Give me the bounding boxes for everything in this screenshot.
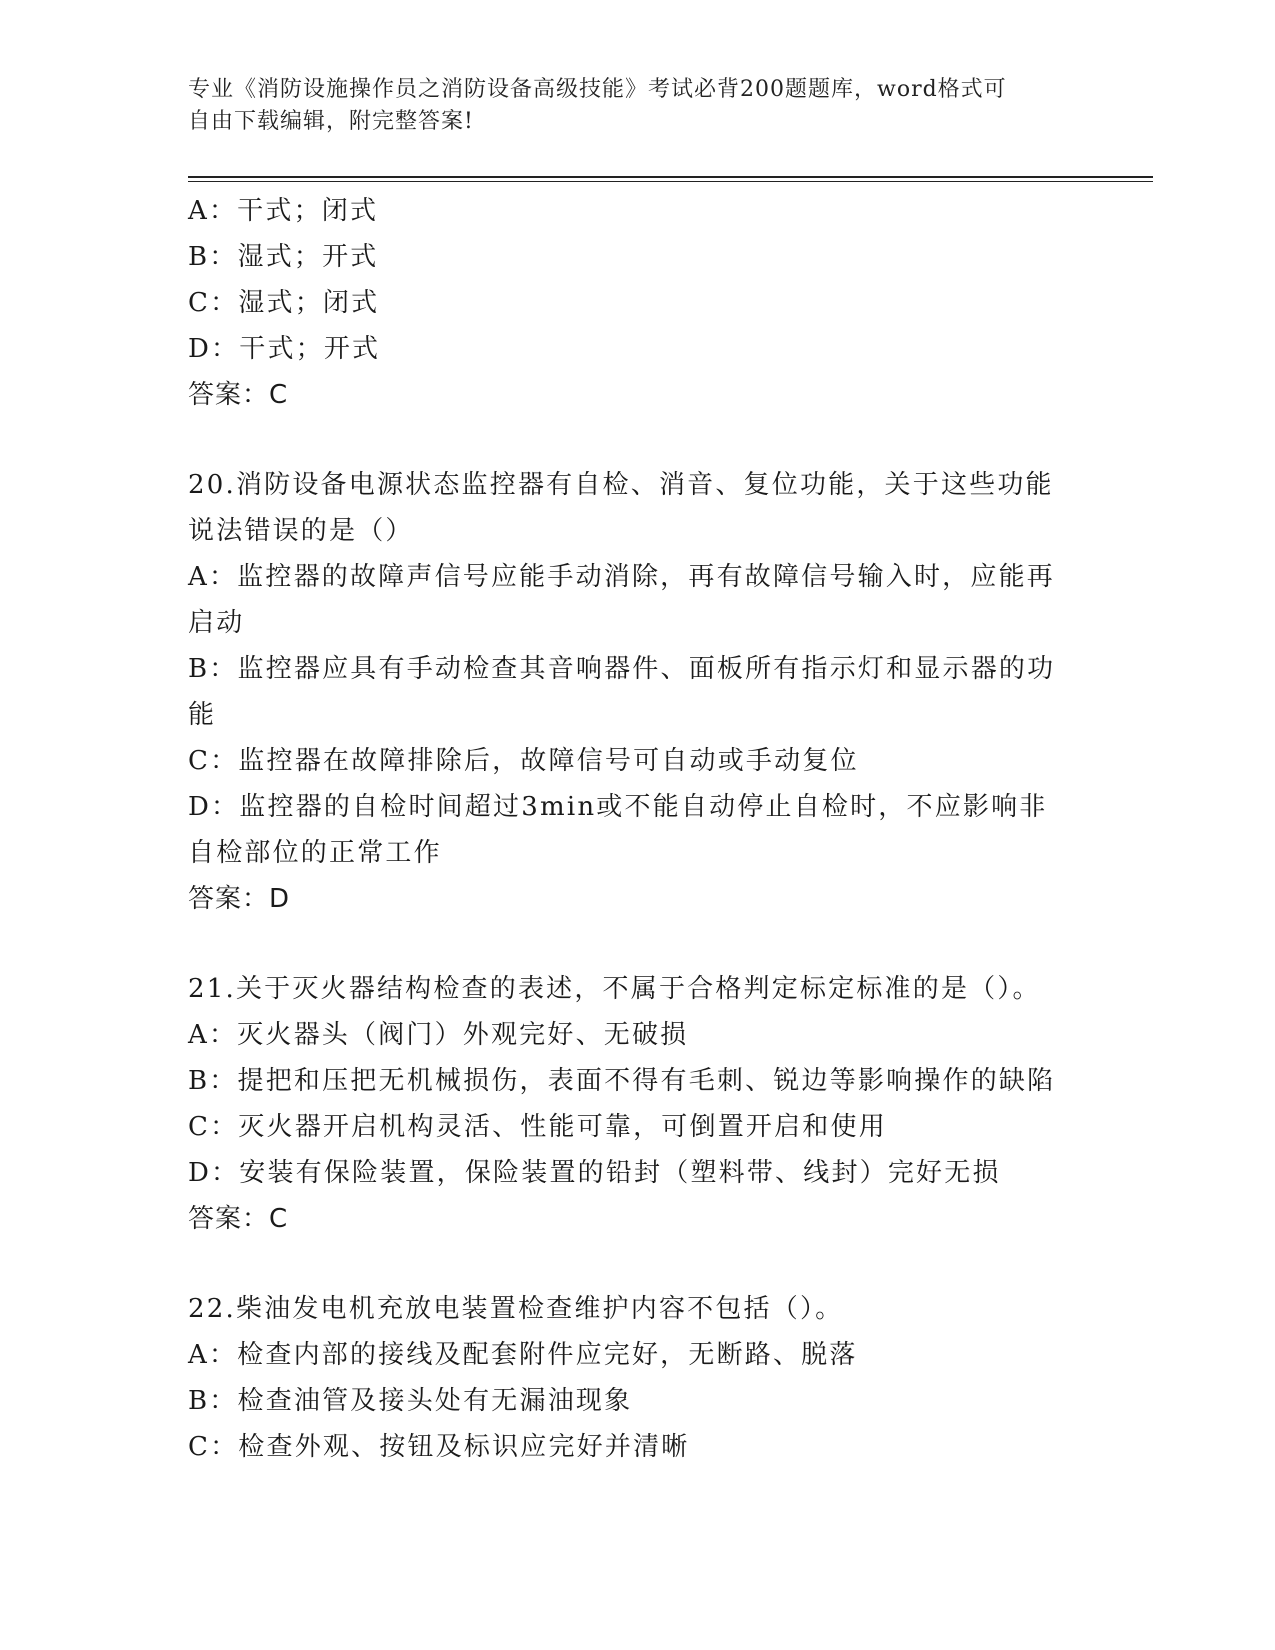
option-b-continued: 能 <box>188 700 217 730</box>
option-c: C：监控器在故障排除后，故障信号可自动或手动复位 <box>188 746 859 776</box>
option-b: B：提把和压把无机械损伤，表面不得有毛刺、锐边等影响操作的缺陷 <box>188 1066 1056 1096</box>
option-d: D：安装有保险装置，保险装置的铅封（塑料带、线封）完好无损 <box>188 1158 1001 1188</box>
answer-line: 答案：C <box>188 1204 289 1234</box>
question-20 <box>188 462 1078 922</box>
option-d-continued: 自检部位的正常工作 <box>188 838 442 868</box>
option-b: B：湿式；开式 <box>188 242 379 272</box>
option-a: A：检查内部的接线及配套附件应完好，无断路、脱落 <box>188 1340 858 1370</box>
option-b: B：监控器应具有手动检查其音响器件、面板所有指示灯和显示器的功 <box>188 654 1056 684</box>
question-content <box>188 188 1078 1470</box>
header-divider-thin <box>188 181 1153 182</box>
header-line-1: 专业《消防设施操作员之消防设备高级技能》考试必背200题题库，word格式可 <box>188 77 1007 102</box>
option-d: D：干式；开式 <box>188 334 381 364</box>
answer-line: 答案：D <box>188 884 291 914</box>
question-stem: 22.柴油发电机充放电装置检查维护内容不包括（）。 <box>188 1294 844 1324</box>
option-a: A：监控器的故障声信号应能手动消除，再有故障信号输入时，应能再 <box>188 562 1055 592</box>
question-19 <box>188 188 1078 418</box>
document-header <box>188 74 1068 138</box>
option-a-continued: 启动 <box>188 608 245 638</box>
option-c: C：湿式；闭式 <box>188 288 380 318</box>
option-a: A：灭火器头（阀门）外观完好、无破损 <box>188 1020 689 1050</box>
header-line-2: 自由下载编辑，附完整答案! <box>188 109 474 134</box>
question-stem: 21.关于灭火器结构检查的表述，不属于合格判定标定标准的是（）。 <box>188 974 1041 1004</box>
option-d: D：监控器的自检时间超过3min或不能自动停止自检时，不应影响非 <box>188 792 1048 822</box>
option-b: B：检查油管及接头处有无漏油现象 <box>188 1386 633 1416</box>
answer-line: 答案：C <box>188 380 289 410</box>
option-c: C：灭火器开启机构灵活、性能可靠，可倒置开启和使用 <box>188 1112 887 1142</box>
question-stem: 20.消防设备电源状态监控器有自检、消音、复位功能，关于这些功能 <box>188 470 1054 500</box>
option-a: A：干式；闭式 <box>188 196 379 226</box>
question-stem-continued: 说法错误的是（） <box>188 516 414 546</box>
question-22 <box>188 1286 1078 1470</box>
question-21 <box>188 966 1078 1242</box>
option-c: C：检查外观、按钮及标识应完好并清晰 <box>188 1432 690 1462</box>
header-divider-thick <box>188 176 1153 178</box>
